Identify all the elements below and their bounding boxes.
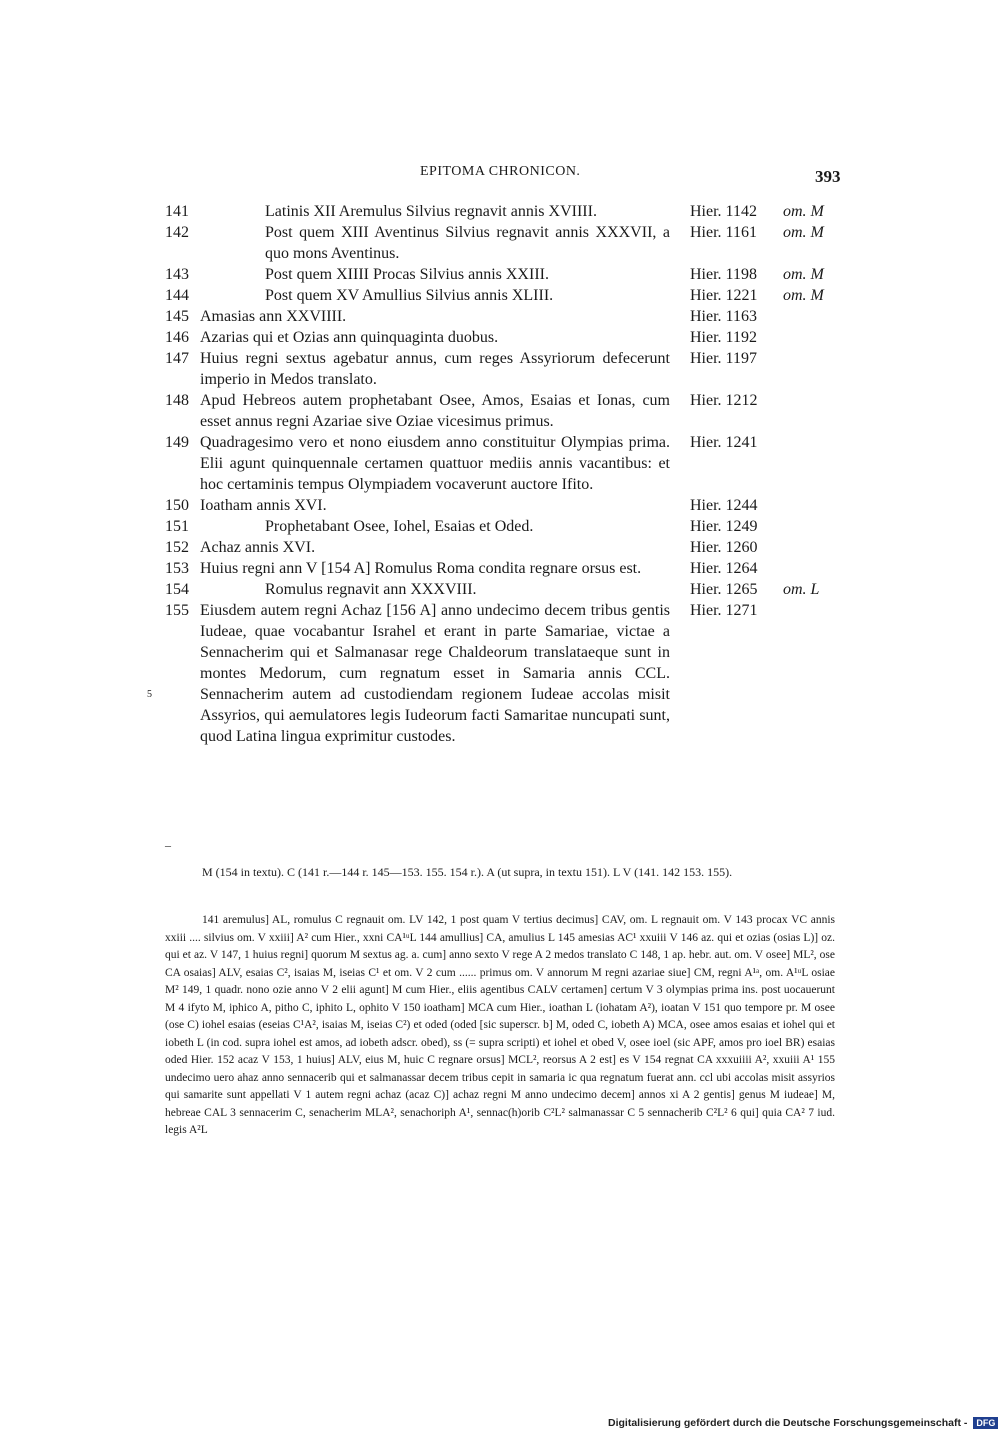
entry-row — [165, 390, 855, 432]
running-title: EPITOMA CHRONICON. — [420, 164, 581, 179]
entry-row — [165, 537, 855, 558]
entry-number: 143 — [165, 266, 189, 283]
entry-source: Hier. 1161 — [690, 224, 757, 241]
entry-source: Hier. 1265 — [690, 581, 758, 598]
entry-source: Hier. 1163 — [690, 308, 757, 325]
entry-source: Hier. 1197 — [690, 350, 757, 367]
entry-number: 152 — [165, 539, 189, 556]
footer-credit: Digitalisierung gefördert durch die Deutsche Forschungsgemeinschaft - DFG — [608, 1417, 998, 1429]
entry-text: Apud Hebreos autem prophetabant Osee, Amos, Esaias et Ionas, cum esset annus regni Azariae sive Oziae vicesimus primus. — [200, 392, 670, 430]
entry-source: Hier. 1192 — [690, 329, 757, 346]
entry-row — [165, 495, 855, 516]
entry-text: Latinis XII Aremulus Silvius regnavit annis XVIIII. — [265, 203, 597, 220]
entry-number: 147 — [165, 350, 189, 367]
entry-number: 141 — [165, 203, 189, 220]
entry-number: 151 — [165, 518, 189, 535]
entry-row — [147, 600, 855, 747]
entry-row — [165, 579, 855, 600]
critical-apparatus: 141 aremulus] AL, romulus C regnauit om. LV 142, 1 post quam V tertius decimus] CAV, om. L regnauit om. V 143 procax VC annis xxiii .... silvius om. V xxiii] A² cum Hier., xxni CA¹ᵘL 144 amullius] CA, amulius L 145 amesias AC¹ xxuiii V 146 az. qui et ozias (osias L)] oz. qui et az. V 147, 1 huius regni] quorum M sextus ag. a. cum] anno sexto V rege A 2 medos translato C 148, 1 ap. hebr. aut. om. V osee] ML², ose CA osaias] ALV, esaias C², isaias M, iseias C¹ et om. V 2 cum ...... primus om. V annorum M regni azariae siue] CM, regni A¹ᵃ, om. A¹ᵘL osiae M² 149, 1 quadr. nono ozie anno V 2 elii agunt] M cum Hier., eliis agentibus CALV certamen] certum V 3 olympias prima ins. post uocauerunt M 4 ifyto M, iphico A, pitho C, iphito L, ophito V 150 ioatham] MCA cum Hier., ioathan L (iohatam A²), ioatan V 151 quo tempore pr. M osee (ose C) iohel esaias (eseias C¹A², isaias M, iseias C²) et oded (oded [sic superscr. b] M, oded C, iobeth A) MCA, osee amos esaias et iohel qui et iobeth L (in cod. supra iohel est amos, ad iobeth adscr. obed), ss (= supra scripti) et iohel et obed V, osee ioel (sic APF, amos pro ioel BR) esaias oded Hier. 152 acaz V 153, 1 huius] ALV, eius M, huic C regnare orsus] MCL², reorsus A 2 est] es V 154 regnat CA xxxuiiii A², xxuiii A¹ 155 undecimo uero ahaz anno sennacerib qui et salmanassar decem tribus cepit in samaria ic qua regnatum fuerat ann. ccl ubi accolas misit assyrios qui samarite sunt appellati V 1 autem regni achaz (acaz C)] achaz regni M anno undecimo decem] annos xi A 2 gentis] genus M iudeae] M, hebreae CAL 3 sennacerim C, senacherim MLA², senachoriph A¹, sennac(h)orib C²L² salmanassar C 5 sennacherib C²L² 6 qui] quia CA² 7 iud. legis A²L — [165, 914, 835, 1136]
entry-number: 155 — [165, 602, 189, 619]
entry-source: Hier. 1221 — [690, 287, 758, 304]
entry-row — [165, 432, 855, 495]
entry-text: Amasias ann XXVIIII. — [200, 308, 347, 325]
entry-text: Azarias qui et Ozias ann quinquaginta duobus. — [200, 329, 499, 346]
entry-row — [165, 306, 855, 327]
entry-source: Hier. 1260 — [690, 539, 758, 556]
entry-row — [165, 327, 855, 348]
entry-text: Ioatham annis XVI. — [200, 497, 327, 514]
entry-row — [165, 516, 855, 537]
sigla-note: M (154 in textu). C (141 r.—144 r. 145—153. 155. 154 r.). A (ut supra, in textu 151). L V (141. 142 153. 155). — [202, 865, 733, 879]
entry-row — [165, 201, 855, 222]
entry-source: Hier. 1198 — [690, 266, 757, 283]
entry-row — [165, 222, 855, 264]
entry-text: Eiusdem autem regni Achaz [156 A] anno undecimo decem tribus gentis Iudeae, quae vocabantur Israhel et erant in parte Samariae, victae a Sennacherim qui et Salmanasar rege Chaldeorum translataeque sunt in montes Medorum, cum regnatum esset in Samaria annis CCL. Sennacherim autem ad custodiendam regionem Iudeae accolas misit Assyrios, qui aemulatores legis Iudeorum facti Samaritae nuncupati sunt, quod Latina lingua exprimitur custodes. — [200, 602, 670, 745]
entry-number: 146 — [165, 329, 189, 346]
entry-text: Quadragesimo vero et nono eiusdem anno constituitur Olympias prima. Elii agunt quinquennale certamen quattuor mediis annis vacantibus: et hoc certaminis tempus Olympiadem vocaverunt auctore Ifito. — [200, 434, 670, 493]
entry-omission: om. M — [783, 287, 824, 304]
entry-source: Hier. 1212 — [690, 392, 758, 409]
page-number: 393 — [815, 167, 841, 186]
dfg-logo: DFG — [973, 1417, 998, 1429]
entry-row — [165, 285, 855, 306]
entry-number: 154 — [165, 581, 189, 598]
entry-text: Huius regni sextus agebatur annus, cum reges Assyriorum defecerunt imperio in Medos translato. — [200, 350, 670, 388]
entry-number: 149 — [165, 434, 189, 451]
entry-row — [165, 264, 855, 285]
entry-source: Hier. 1249 — [690, 518, 758, 535]
entry-number: 150 — [165, 497, 189, 514]
entry-omission: om. M — [783, 224, 824, 241]
entry-text: Post quem XIII Aventinus Silvius regnavit annis XXXVII, a quo mons Aventinus. — [265, 224, 670, 262]
entry-text: Post quem XIIII Procas Silvius annis XXIII. — [265, 266, 549, 283]
entry-number: 148 — [165, 392, 189, 409]
entry-source: Hier. 1142 — [690, 203, 757, 220]
entry-omission: om. L — [783, 581, 820, 598]
line-marker: 5 — [147, 689, 152, 700]
entry-source: Hier. 1241 — [690, 434, 758, 451]
entry-text: Prophetabant Osee, Iohel, Esaias et Oded. — [265, 518, 534, 535]
entry-source: Hier. 1264 — [690, 560, 758, 577]
entry-row — [165, 348, 855, 390]
entry-number: 145 — [165, 308, 189, 325]
entry-omission: om. M — [783, 266, 824, 283]
entry-number: 142 — [165, 224, 189, 241]
entry-text: Huius regni ann V [154 A] Romulus Roma condita regnare orsus est. — [200, 560, 642, 577]
entry-number: 153 — [165, 560, 189, 577]
separator-dash: – — [165, 838, 171, 852]
entry-text: Achaz annis XVI. — [200, 539, 316, 556]
entry-source: Hier. 1244 — [690, 497, 758, 514]
entry-text: Post quem XV Amullius Silvius annis XLIII. — [265, 287, 554, 304]
entry-row — [165, 558, 855, 579]
entry-text: Romulus regnavit ann XXXVIII. — [265, 581, 477, 598]
entry-omission: om. M — [783, 203, 824, 220]
footer-text: Digitalisierung gefördert durch die Deutsche Forschungsgemeinschaft — [608, 1417, 961, 1429]
entries-list — [147, 201, 855, 747]
entry-number: 144 — [165, 287, 189, 304]
entry-source: Hier. 1271 — [690, 602, 758, 619]
